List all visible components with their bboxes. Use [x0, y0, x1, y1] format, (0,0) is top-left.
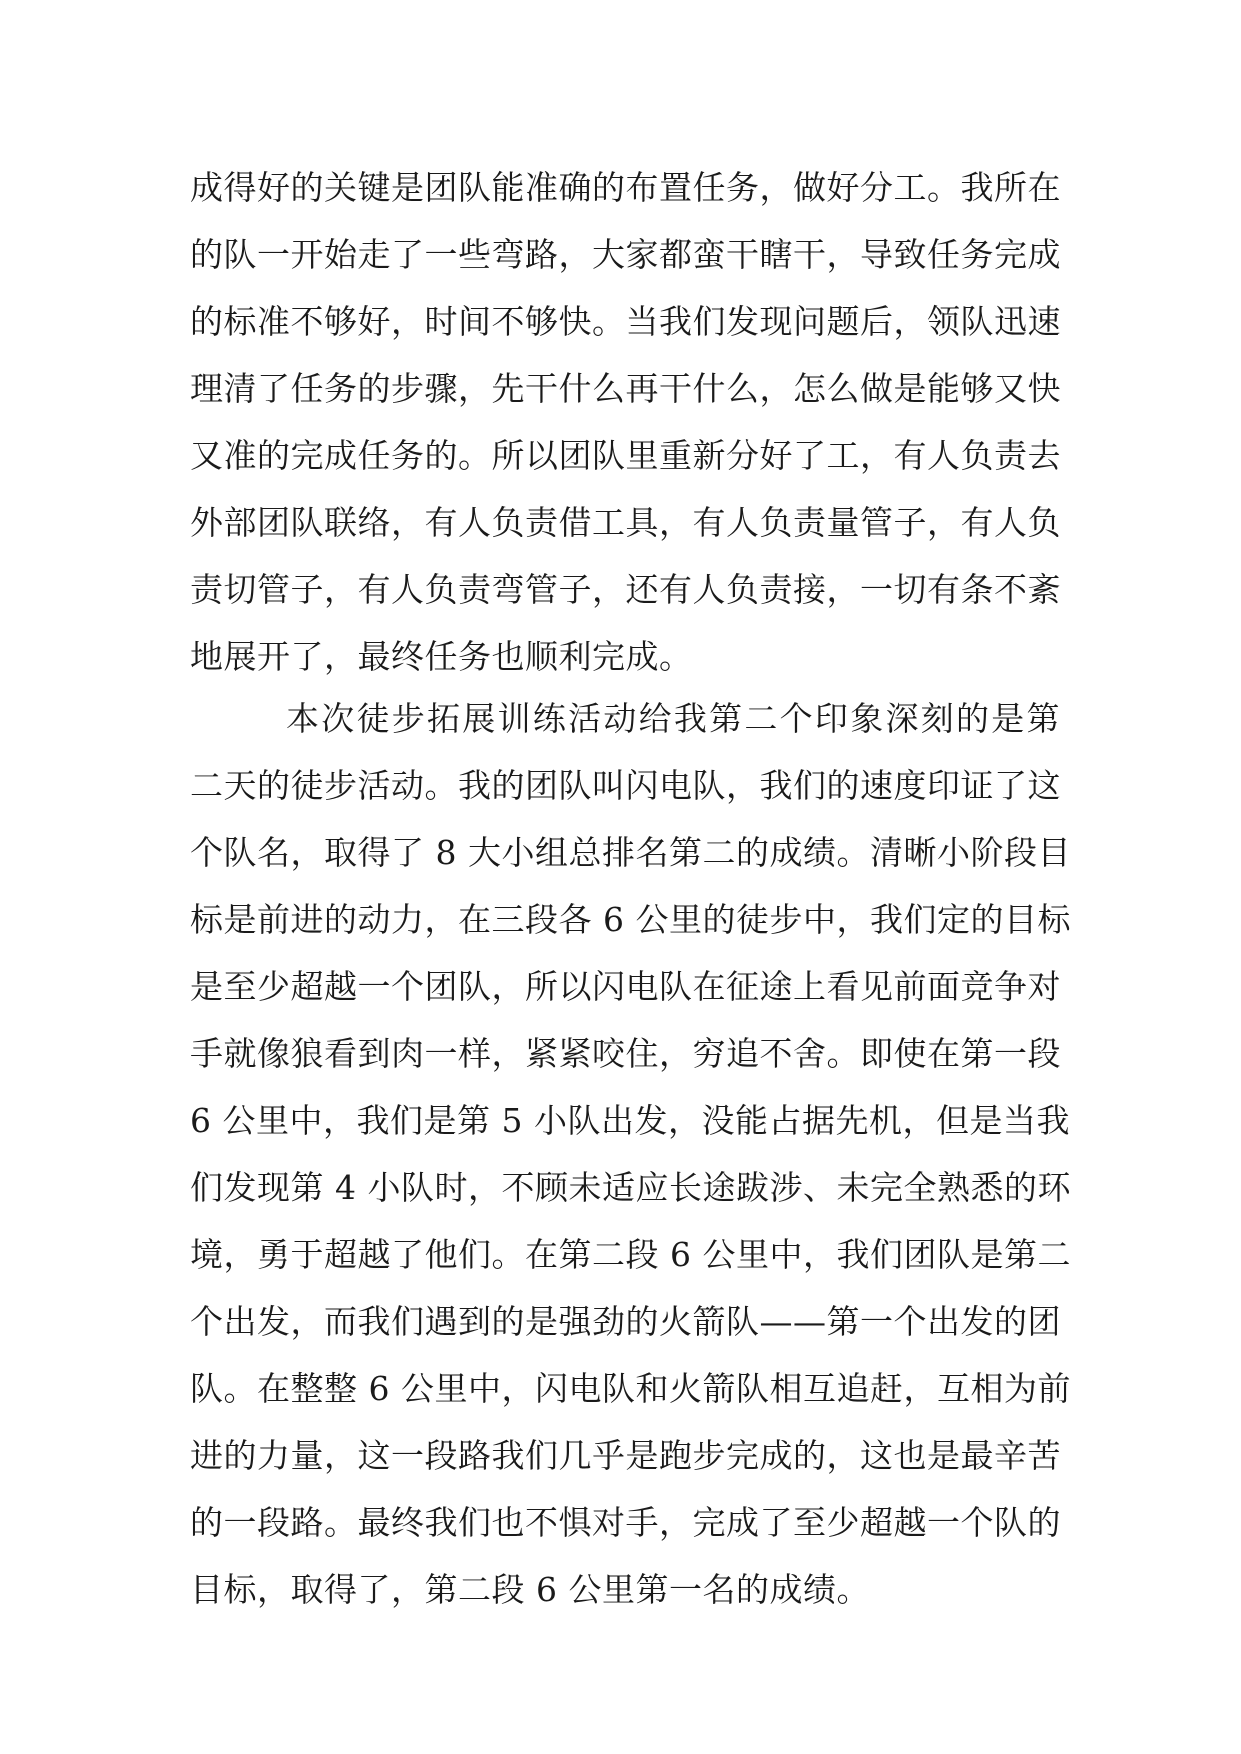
paragraph-line: 目标，取得了，第二段 6 公里第一名的成绩。 — [190, 1570, 870, 1609]
paragraph-2 — [190, 685, 1071, 1623]
paragraph-line: 进的力量，这一段路我们几乎是跑步完成的，这也是最辛苦 — [190, 1436, 1061, 1475]
paragraph-line: 的标准不够好，时间不够快。当我们发现问题后，领队迅速 — [190, 302, 1061, 341]
paragraph-line: 责切管子，有人负责弯管子，还有人负责接，一切有条不紊 — [190, 570, 1061, 609]
paragraph-line: 手就像狼看到肉一样，紧紧咬住，穷追不舍。即使在第一段 — [190, 1034, 1061, 1073]
paragraph-line: 地展开了，最终任务也顺利完成。 — [190, 637, 693, 676]
paragraph-line: 标是前进的动力，在三段各 6 公里的徒步中，我们定的目标 — [190, 900, 1071, 939]
paragraph-line: 外部团队联络，有人负责借工具，有人负责量管子，有人负 — [190, 503, 1061, 542]
paragraph-line: 们发现第 4 小队时，不顾未适应长途跋涉、未完全熟悉的环 — [190, 1168, 1071, 1207]
paragraph-line: 的队一开始走了一些弯路，大家都蛮干瞎干，导致任务完成 — [190, 235, 1061, 274]
paragraph-line: 又准的完成任务的。所以团队里重新分好了工，有人负责去 — [190, 436, 1061, 475]
paragraph-line: 境，勇于超越了他们。在第二段 6 公里中，我们团队是第二 — [190, 1235, 1071, 1274]
paragraph-line: 队。在整整 6 公里中，闪电队和火箭队相互追赶，互相为前 — [190, 1369, 1071, 1408]
paragraph-line: 二天的徒步活动。我的团队叫闪电队，我们的速度印证了这 — [190, 766, 1061, 805]
paragraph-line: 6 公里中，我们是第 5 小队出发，没能占据先机，但是当我 — [190, 1101, 1070, 1140]
paragraph-first-line: 本次徒步拓展训练活动给我第二个印象深刻的是第 — [286, 699, 1060, 738]
paragraph-line: 个队名，取得了 8 大小组总排名第二的成绩。清晰小阶段目 — [190, 833, 1071, 872]
paragraph-line: 的一段路。最终我们也不惧对手，完成了至少超越一个队的 — [190, 1503, 1061, 1542]
paragraph-line: 是至少超越一个团队，所以闪电队在征途上看见前面竞争对 — [190, 967, 1061, 1006]
paragraph-1 — [190, 154, 1060, 690]
paragraph-line: 理清了任务的步骤，先干什么再干什么，怎么做是能够又快 — [190, 369, 1061, 408]
paragraph-line: 成得好的关键是团队能准确的布置任务，做好分工。我所在 — [190, 168, 1061, 207]
paragraph-line: 个出发，而我们遇到的是强劲的火箭队——第一个出发的团 — [190, 1302, 1061, 1341]
